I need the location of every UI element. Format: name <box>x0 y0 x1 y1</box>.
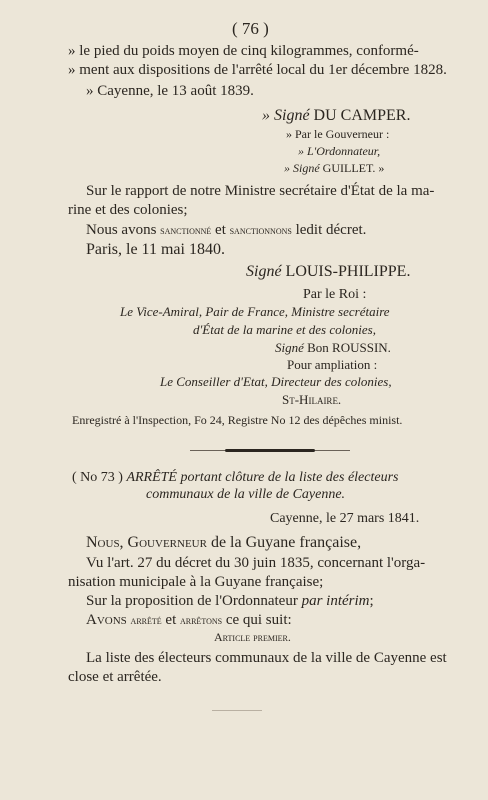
text-line: d'État de la marine et des colonies, <box>193 322 376 337</box>
signatory-name: LOUIS-PHILIPPE. <box>285 263 411 280</box>
signature-line <box>246 264 410 280</box>
divider-rule <box>315 450 350 451</box>
signature-line <box>275 341 391 354</box>
text-line: Sur le rapport de notre Ministre secrétaire d'État de la ma- <box>86 183 435 199</box>
signatory-name: St-Hilaire. <box>282 392 342 407</box>
arrete-heading <box>72 471 398 485</box>
signe-label: Signé <box>275 340 304 355</box>
article-heading: Article premier. <box>214 630 291 644</box>
text-line: » Cayenne, le 13 août 1839. <box>86 83 254 99</box>
arrete-title: ARRÊTÉ portant clôture de la liste des électeurs <box>126 470 399 485</box>
text-line: » ment aux dispositions de l'arrêté local du 1er décembre 1828. <box>68 62 447 78</box>
text-line: rine et des colonies; <box>68 202 188 218</box>
text-line: Sur la proposition de l'Ordonnateur par intérim; <box>86 593 374 609</box>
page-number: ( 76 ) <box>232 19 269 38</box>
text-line: Vu l'art. 27 du décret du 30 juin 1835, concernant l'orga- <box>86 555 426 571</box>
text-line: Le Vice-Amiral, Pair de France, Ministre secrétaire <box>120 304 390 319</box>
signe-label: » Signé <box>284 161 320 175</box>
signature-line <box>284 162 384 174</box>
text-line: » le pied du poids moyen de cinq kilogrammes, conformé- <box>68 43 419 59</box>
date-line: Paris, le 11 mai 1840. <box>86 241 225 258</box>
text-line: nisation municipale à la Guyane française; <box>68 574 324 590</box>
divider-rule <box>225 449 315 452</box>
text-line: La liste des électeurs communaux de la ville de Cayenne est <box>86 650 447 666</box>
divider-rule <box>190 450 225 451</box>
signe-label: » Signé <box>262 107 310 124</box>
date-line: Cayenne, le 27 mars 1841. <box>270 511 420 526</box>
text-line: Par le Roi : <box>303 287 367 302</box>
signatory-name: GUILLET. » <box>322 161 385 175</box>
faint-rule <box>212 710 262 711</box>
arrete-title: communaux de la ville de Cayenne. <box>146 487 346 502</box>
text-line: close et arrêtée. <box>68 669 162 685</box>
text-line: » L'Ordonnateur, <box>298 144 381 158</box>
signe-label: Signé <box>246 263 282 280</box>
text-line: Le Conseiller d'Etat, Directeur des colonies, <box>160 374 392 389</box>
arrete-number: ( No 73 ) <box>72 470 123 485</box>
text-line: Nous, Gouverneur de la Guyane française, <box>86 534 362 551</box>
text-line: » Par le Gouverneur : <box>286 127 390 141</box>
text-line: Pour ampliation : <box>287 357 378 372</box>
signature-line <box>262 108 410 124</box>
signatory-name: Bon ROUSSIN. <box>307 340 391 355</box>
registration-note: Enregistré à l'Inspection, Fo 24, Registre No 12 des dépêches minist. <box>72 413 403 427</box>
text-line: Nous avons sanctionné et sanctionnons ledit décret. <box>86 222 367 238</box>
signatory-name: DU CAMPER. <box>313 107 411 124</box>
text-line: Avons arrêté et arrêtons ce qui suit: <box>86 612 292 628</box>
